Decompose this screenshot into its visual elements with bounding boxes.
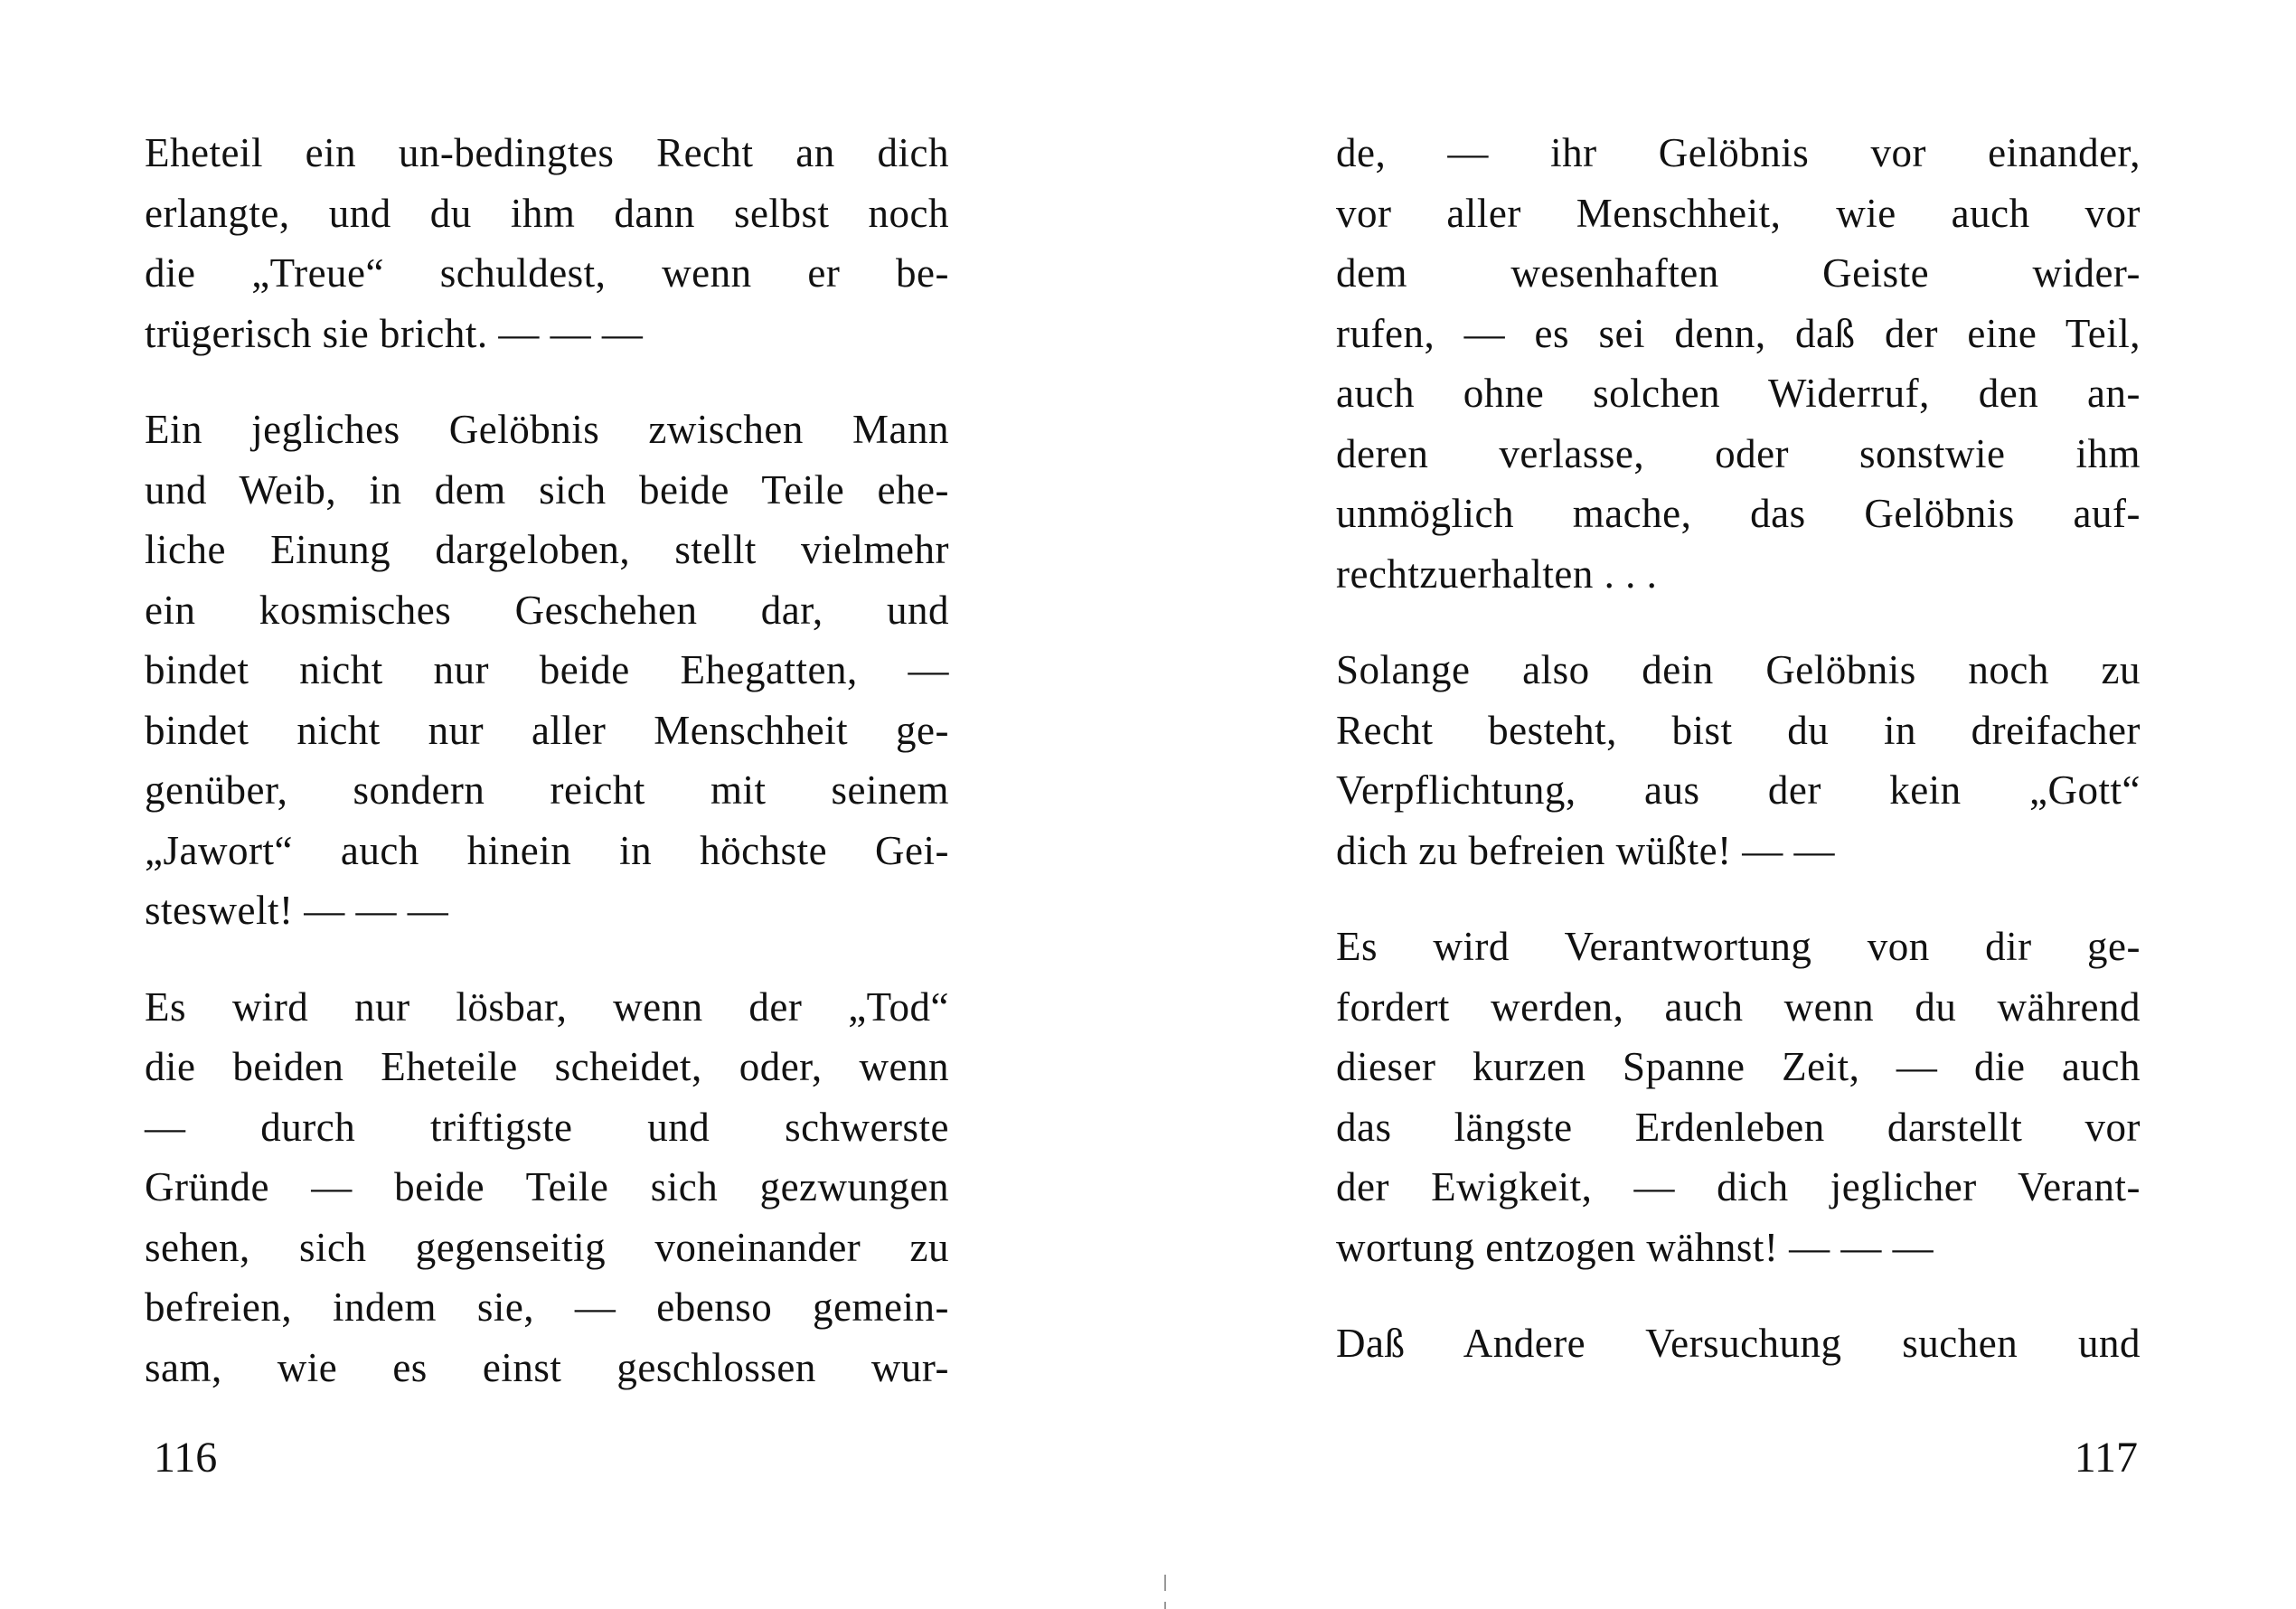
text-line: trügerisch sie bricht. — — —: [145, 310, 644, 356]
text-line: sehen, sich gegenseitig voneinander zu: [145, 1224, 949, 1270]
gutter-mark: [1164, 1575, 1166, 1591]
left-page-text: [145, 123, 949, 1434]
text-line: rufen, — es sei denn, daß der eine Teil,: [1336, 310, 2141, 356]
text-line: unmöglich mache, das Gelöbnis auf-: [1336, 491, 2141, 536]
text-line: dich zu befreien wüßte! — —: [1336, 827, 1836, 873]
page-number: 116: [154, 1434, 218, 1482]
text-line: die beiden Eheteile scheidet, oder, wenn: [145, 1044, 949, 1089]
right-page: [1148, 0, 2296, 1609]
text-line: befreien, indem sie, — ebenso gemein-: [145, 1284, 949, 1330]
text-line: „Jawort“ auch hinein in höchste Gei-: [145, 827, 949, 873]
text-line: fordert werden, auch wenn du während: [1336, 983, 2141, 1030]
page-number: 117: [2074, 1434, 2138, 1482]
text-line: die „Treue“ schuldest, wenn er be-: [145, 250, 949, 296]
paragraph: [145, 123, 949, 363]
text-line: dem wesenhaften Geiste wider-: [1336, 250, 2141, 296]
text-line: genüber, sondern reicht mit seinem: [145, 767, 949, 813]
text-line: Gründe — beide Teile sich gezwungen: [145, 1164, 949, 1209]
text-line: Recht besteht, bist du in dreifacher: [1336, 707, 2141, 753]
text-line: — durch triftigste und schwerste: [145, 1104, 949, 1150]
text-line: der Ewigkeit, — dich jeglicher Verant-: [1336, 1164, 2141, 1209]
text-line: Eheteil ein un-bedingtes Recht an dich: [145, 130, 949, 175]
text-line: dieser kurzen Spanne Zeit, — die auch: [1336, 1044, 2141, 1089]
text-line: steswelt! — — —: [145, 888, 449, 933]
text-line: Daß Andere Versuchung suchen und: [1336, 1321, 2141, 1366]
gutter-mark: [1164, 1602, 1166, 1609]
text-line: deren verlasse, oder sonstwie ihm: [1336, 430, 2141, 476]
text-line: das längste Erdenleben darstellt vor: [1336, 1104, 2141, 1150]
right-page-text: [1336, 123, 2141, 1410]
text-line: auch ohne solchen Widerruf, den an-: [1336, 371, 2141, 416]
paragraph: [145, 400, 949, 941]
text-line: Solange also dein Gelöbnis noch zu: [1336, 647, 2141, 692]
text-line: erlangte, und du ihm dann selbst noch: [145, 190, 949, 236]
paragraph: [145, 977, 949, 1398]
text-line: liche Einung dargeloben, stellt vielmehr: [145, 527, 949, 572]
text-line: rechtzuerhalten . . .: [1336, 550, 1658, 597]
paragraph: [1336, 640, 2141, 880]
text-line: und Weib, in dem sich beide Teile ehe-: [145, 466, 949, 513]
paragraph: [1336, 1313, 2141, 1374]
text-line: de, — ihr Gelöbnis vor einander,: [1336, 130, 2141, 175]
paragraph: [1336, 123, 2141, 604]
text-line: Verpflichtung, aus der kein „Gott“: [1336, 767, 2141, 813]
text-line: bindet nicht nur beide Ehegatten, —: [145, 647, 949, 692]
text-line: vor aller Menschheit, wie auch vor: [1336, 190, 2141, 236]
text-line: wortung entzogen wähnst! — — —: [1336, 1224, 1934, 1270]
text-line: ein kosmisches Geschehen dar, und: [145, 587, 949, 633]
text-line: Es wird Verantwortung von dir ge-: [1336, 924, 2141, 969]
text-line: sam, wie es einst geschlossen wur-: [145, 1344, 949, 1390]
paragraph: [1336, 917, 2141, 1277]
text-line: bindet nicht nur aller Menschheit ge-: [145, 707, 949, 753]
text-line: Es wird nur lösbar, wenn der „Tod“: [145, 983, 949, 1030]
text-line: Ein jegliches Gelöbnis zwischen Mann: [145, 407, 949, 452]
